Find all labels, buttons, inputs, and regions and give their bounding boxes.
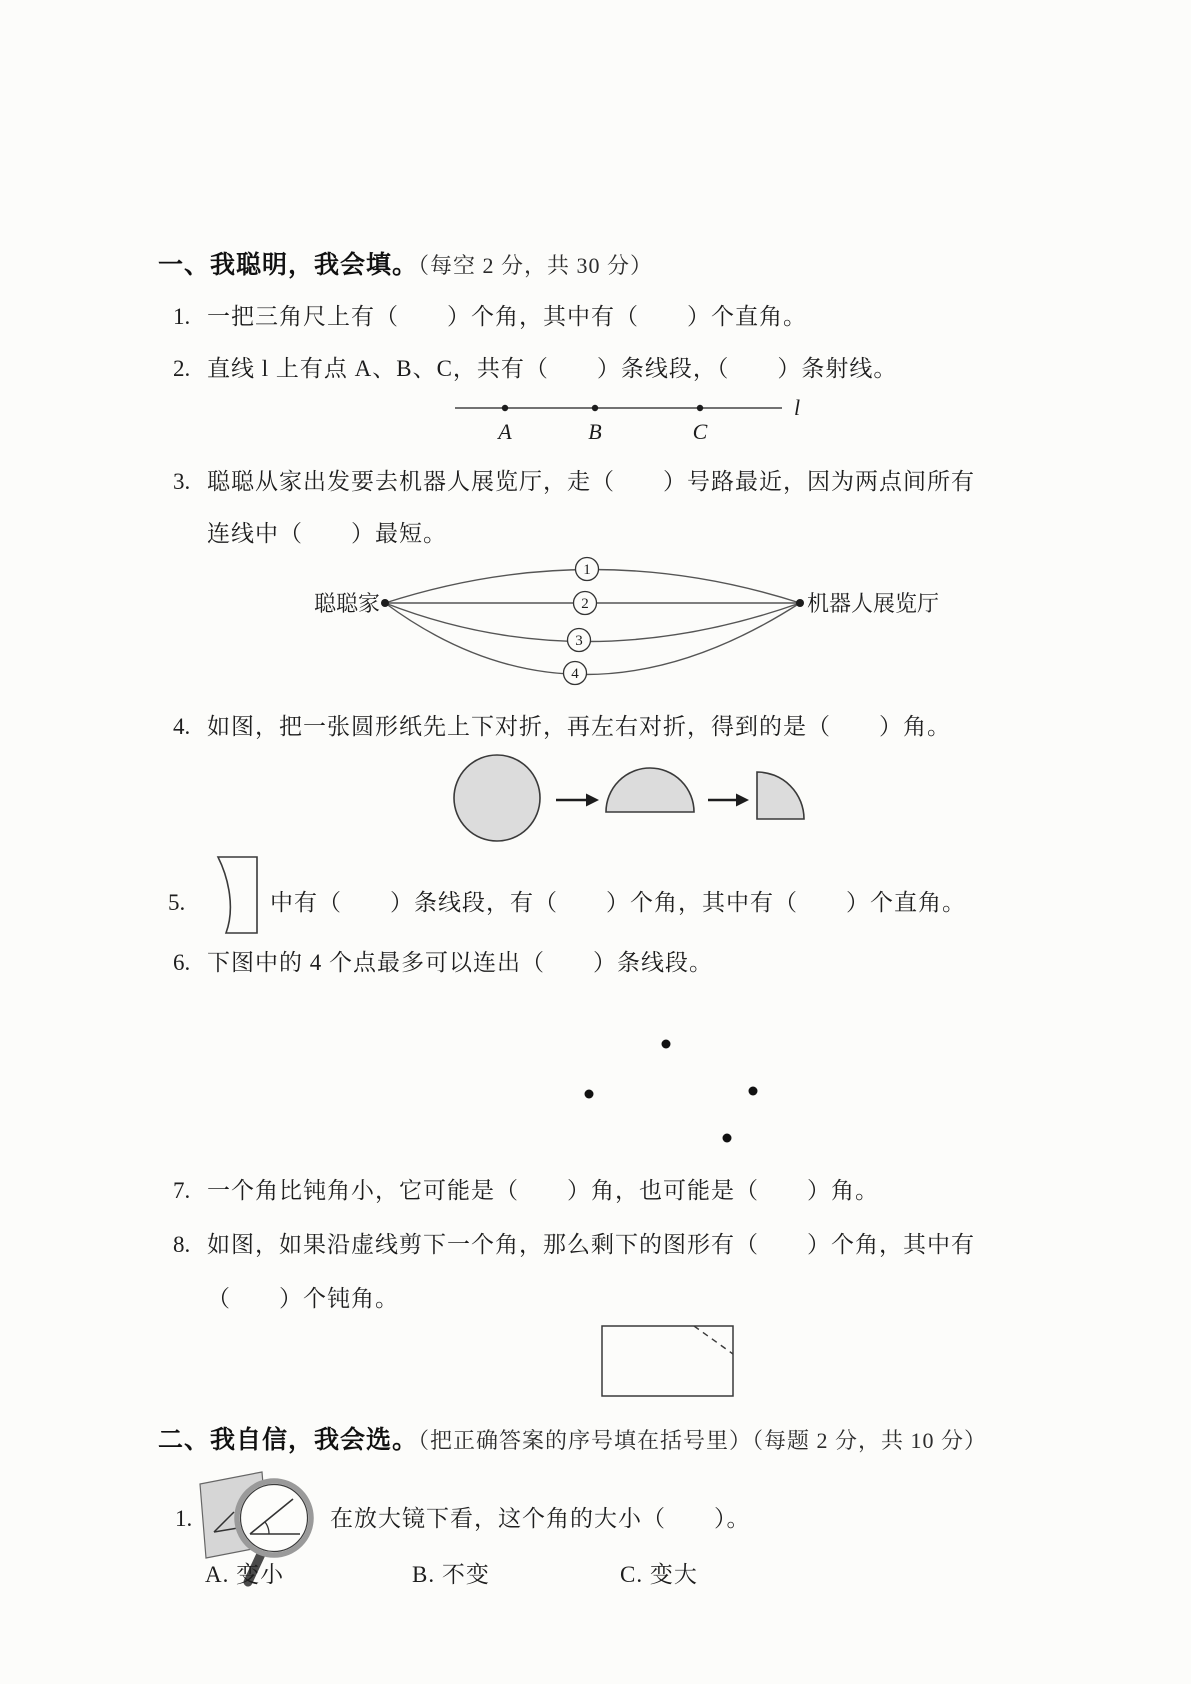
route-3-number: 3 [575, 633, 583, 649]
section2-note: （把正确答案的序号填在括号里）（每题 2 分，共 10 分） [418, 1428, 988, 1453]
route-2-number: 2 [581, 596, 589, 612]
question-5-number: 5. [168, 890, 186, 915]
point-b-label: B [588, 419, 602, 444]
curved-flag-outline [218, 857, 257, 933]
question-2-number: 2. [173, 356, 191, 381]
route-3-badge [568, 629, 591, 652]
question-1-number: 1. [173, 304, 191, 329]
s2-question-1-number: 1. [175, 1506, 193, 1531]
section2-title: 二、我自信，我会选。 [158, 1426, 419, 1454]
question-7-text: 一个角比钝角小，它可能是（ ）角，也可能是（ ）角。 [207, 1178, 879, 1203]
dashed-cut-line [694, 1326, 733, 1354]
question-8-number: 8. [173, 1232, 191, 1257]
question-3-text-line1: 聪聪从家出发要去机器人展览厅，走（ ）号路最近，因为两点间所有 [207, 469, 975, 494]
question-6-text: 下图中的 4 个点最多可以连出（ ）条线段。 [207, 950, 713, 975]
question-5-text: 中有（ ）条线段，有（ ）个角，其中有（ ）个直角。 [270, 890, 966, 915]
rectangle-outline [602, 1326, 733, 1396]
section1-note: （每空 2 分，共 30 分） [418, 253, 654, 278]
hall-label: 机器人展览厅 [807, 591, 940, 616]
question-2-text: 直线 l 上有点 A、B、C，共有（ ）条线段，（ ）条射线。 [207, 356, 898, 381]
line-l-label: l [794, 395, 801, 420]
question-1-text: 一把三角尺上有（ ）个角，其中有（ ）个直角。 [207, 304, 807, 329]
route-1-badge [576, 558, 599, 581]
dot-3 [749, 1087, 758, 1096]
four-dots-figure [555, 1020, 795, 1155]
question-8-text-line2: （ ）个钝角。 [207, 1286, 399, 1311]
circle-shape [454, 755, 540, 841]
routes-figure [300, 548, 960, 688]
question-4-number: 4. [173, 714, 191, 739]
arrow-right-icon [556, 794, 599, 807]
arrow-1-head [586, 794, 599, 807]
choice-c: C. 变大 [620, 1562, 698, 1587]
paper-folding-figure [440, 748, 830, 853]
line-abc-figure [450, 385, 815, 450]
route-2-badge [574, 592, 597, 615]
route-4-badge [564, 662, 587, 685]
question-7-number: 7. [173, 1178, 191, 1203]
section1-header [158, 249, 653, 282]
route-4-curve [385, 603, 800, 675]
question-3-text-line2: 连线中（ ）最短。 [207, 521, 447, 546]
home-dot [381, 599, 389, 607]
question-8-text-line1: 如图，如果沿虚线剪下一个角，那么剩下的图形有（ ）个角，其中有 [207, 1232, 975, 1257]
dot-4 [723, 1134, 732, 1143]
section2-header [158, 1424, 987, 1457]
question-3-number: 3. [173, 469, 191, 494]
route-4-number: 4 [571, 666, 579, 682]
arrow-2-head [736, 794, 749, 807]
route-1-number: 1 [583, 562, 591, 578]
hall-dot [796, 599, 804, 607]
section1-title: 一、我聪明，我会填。 [158, 251, 419, 279]
quarter-circle-shape [757, 772, 804, 819]
point-c-dot [697, 405, 703, 411]
question-6-number: 6. [173, 950, 191, 975]
dot-2 [585, 1090, 594, 1099]
choice-a: A. 变小 [205, 1562, 285, 1587]
point-b-dot [592, 405, 598, 411]
point-a-label: A [498, 419, 512, 444]
point-c-label: C [692, 419, 708, 444]
arrow-right-icon-2 [708, 794, 749, 807]
rectangle-cut-figure [598, 1320, 748, 1405]
dot-1 [662, 1040, 671, 1049]
s2-question-1-text: 在放大镜下看，这个角的大小（ ）。 [330, 1506, 751, 1531]
home-label: 聪聪家 [313, 591, 380, 616]
semicircle-shape [606, 768, 694, 812]
curved-flag-shape [204, 851, 266, 943]
choice-b: B. 不变 [412, 1562, 490, 1587]
point-a-dot [502, 405, 508, 411]
question-4-text: 如图，把一张圆形纸先上下对折，再左右对折，得到的是（ ）角。 [207, 714, 951, 739]
magnifier-lens [237, 1481, 311, 1555]
